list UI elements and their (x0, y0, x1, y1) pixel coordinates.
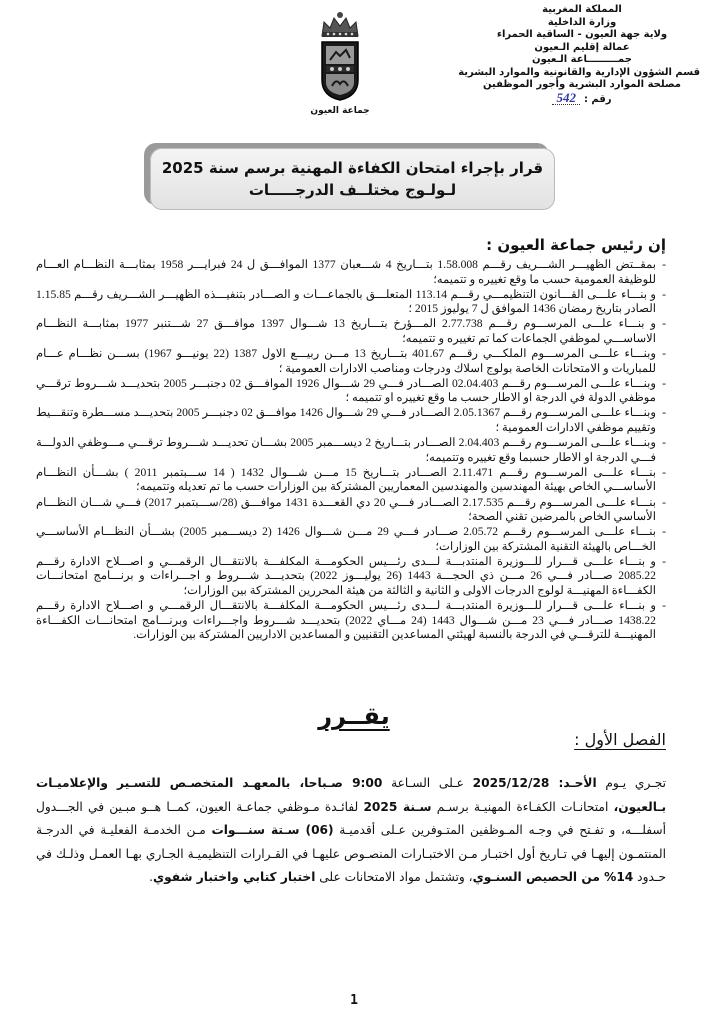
header-line-service: مصلحة الموارد البشرية وأجور الموظفين (482, 79, 681, 90)
consideration-item: - و بنـــاء علـــى قـــرار للـــوزيرة المنتدبـــة لـــدى رئـــيس الحكومـــة المكلفـــة بالانتقـــال الرقمـــي و اصـــلاح الادارة رقـــم 2085.22 صـــادر فـــي 26 مـــن ذي الحجـــة 1443 (26 يوليـــوز 2022) بتحديـــد شـــروط و اجـــراءات و برنـــامج امتحانـــات الكفـــاءة المهنيـــة لولوج الدرجات الاولى و الثانية و الثالثة من هيئة المحررين المشتركة بين الوزارات؛ (36, 555, 666, 599)
title-line-1: قرار بإجراء امتحان الكفاءة المهنية برسم سنة 2025 (161, 159, 544, 177)
header-line-wilaya: ولاية جهة العيون - الساقية الحمراء (496, 29, 668, 40)
decision-title-box (150, 148, 555, 210)
reference-number: 542 (552, 92, 580, 106)
consideration-item: - بنـــاء علـــى المرســـوم رقـــم 2.11.471 الصـــادر بتـــاريخ 15 مـــن شـــوال 1432 ( 14 ســـبتمبر 2011 ) بشـــأن النظـــام الأساســـي الخاص بهيئة المهندسين والمهندسين المعماريين المشتركة بين الوزارات حسب ما تم تعديله وتتميمه؛ (36, 466, 666, 495)
reference-line (464, 89, 700, 107)
consideration-item: - وبنـــاء علـــى المرســـوم رقـــم 2.04.403 الصـــادر بتـــاريخ 2 ديســـمبر 2005 بشـــان تحديـــد شـــروط ترقـــي مـــوظفي الدولـــة فـــي الدرجة او الاطار حسبما وقع تغييره وتتميمه؛ (36, 436, 666, 465)
consideration-item: - وبنـــاء علـــى المرســـوم رقـــم 02.04.403 الصـــادر فـــي 29 شـــوال 1926 الموافـــق 02 دجنبـــر 2005 بتحديـــد شـــروط ترقـــي موظفي الدولة في الدرجة او الاطار حسب ما وقع تغييره او تتميمه ؛ (36, 377, 666, 406)
chapter-one-title: الفصل الأول : (574, 730, 666, 749)
chapter-one-body (36, 772, 666, 890)
header-line-ministry: وزارة الداخلية (547, 16, 617, 28)
body-text: امتحانـات الكفـاءة المهنيـة برسـم (431, 799, 614, 814)
consideration-item: - و بنـــاء علـــى قـــرار للـــوزيرة المنتدبـــة لـــدى رئـــيس الحكومـــة المكلفـــة بالانتقـــال الرقمـــي و اصـــلاح الادارة رقـــم 1438.22 صـــادر فـــي 23 مـــن شـــوال 1443 (24 مـــاي 2022) بتحديـــد شـــروط واجـــراءات وبرنـــامج امتحانـــات الكفـــاءة المهنيـــة للترقـــي في الدرجة بالنسبة لهيئتي المساعدين التقنيين و المساعدين الاداريين المشتركة بين الوزارات. (36, 599, 666, 643)
header-line-commune: جمـــــــــاعة الـعيون (532, 54, 632, 65)
emphasized-text: 14% من الحصيص السنـوي (472, 870, 634, 885)
consideration-item: - وبنـــاء علـــى المرســـوم رقـــم 2.05.1367 الصـــادر فـــي 29 شـــوال 1426 موافـــق 02 دجنبـــر 2005 بتحديـــد مســـطرة وتنقـــيط وتقييم موظفي الادارات العمومية ؛ (36, 406, 666, 435)
consideration-item: - و بنـــاء علـــى المرســـوم رقـــم 2.77.738 المـــؤرخ بتـــاريخ 13 شـــوال 1397 موافـــق 27 شـــتنبر 1977 بمثابـــة النظـــام الاساســـي لموظفي الجماعات كما تم تغييره و تتميمه؛ (36, 317, 666, 346)
reference-label: رقم : (583, 93, 612, 105)
body-text: ، وتشتمل مواد الامتحانات على (315, 870, 473, 885)
shield-icon (320, 40, 360, 102)
consideration-item: - بنـــاء علـــى المرســـوم رقـــم 2.05.72 صـــادر فـــي 29 مـــن شـــوال 1426 (2 ديســـمبر 2005) بشـــأن النظـــام الأساســـي الخـــاص بالهيئة التقنية المشتركة بين الوزارات؛ (36, 525, 666, 554)
header-line-province: عمالة إقليم الـعيون (534, 41, 630, 53)
body-text: . (149, 870, 153, 885)
emphasized-text: الأحـد: 2025/12/28 (472, 776, 597, 790)
crown-icon (318, 10, 362, 38)
consideration-item: - بنـــاء علـــى المرســـوم رقـــم 2.17.535 الصـــادر فـــي 20 دي القعـــدة 1431 موافـــق (28/ســـبتمبر 2017) فـــي شـــان النظـــام الأساسي الخاص بالمرضين تقني الصحة؛ (36, 496, 666, 525)
emphasized-text: 9:00 صـباحا، بالمعهـد المتخصـص للتسـير والإعلاميـات بـالعيون، (36, 776, 667, 814)
administrative-header (458, 4, 700, 106)
president-heading: إن رئيس جماعة العيون : (486, 236, 666, 254)
consideration-item: - و بنـــاء علـــى القـــانون التنظيمـــي رقـــم 113.14 المتعلـــق بالجماعـــات و الصـــادر بتنفيـــذه الظهيـــر الشـــريف رقـــم 1.15.85 الصادر بتاريخ رمضان 1436 الموافق ل 7 يوليوز 2015 ؛ (36, 288, 666, 317)
chapter-one-paragraph (36, 772, 666, 890)
consideration-item: - وبنـــاء علـــى المرســـوم الملكـــي رقـــم 401.67 بتـــاريخ 13 مـــن ربيـــع الاول 1387 (22 يونيـــو 1967) بســـن نظـــام عـــام للمباريات و الامتحانات الخاصة بولوج اسلاك ودرجات ومناصب الادارات العمومية ؛ (36, 347, 666, 376)
page-number: 1 (350, 993, 358, 1008)
emblem-label: جماعة العيون (310, 106, 370, 116)
header-line-kingdom: المملكة المغربية (542, 4, 622, 15)
commune-emblem (290, 10, 390, 125)
body-text: مـن الخدمـة الفعليـة في الدرجـة المنتمـون إليهـا في تـاريخ أول اختبـار مـن الاختبـارات المنصـوص عليهـا في القـرارات التنظيميـة الجـاري بهـا العمـل وذلـك في حـدود (36, 823, 666, 885)
body-text: عـلى السـاعة (382, 776, 473, 790)
consideration-item: - بمقــتض الظهيـــر الشـــريف رقـــم 1.58.008 بتـــاريخ 4 شـــعبان 1377 الموافـــق ل 24 فبرايـــر 1958 بمثابـــة النظـــام العـــام للوظيفة العمومية حسب ما وقع تغييره و تتميمه؛ (36, 258, 666, 287)
emphasized-text: (06) سـتة سنـــوات (211, 823, 334, 838)
considerations-list (36, 258, 666, 643)
header-line-division: قسم الشؤون الإدارية والقانونية والموارد البشرية (458, 66, 700, 78)
title-line-2: لـولـوج مختلــف الدرجـــــات (248, 181, 457, 199)
emphasized-text: سـنة 2025 (363, 799, 432, 814)
body-text: تجـري يـوم (596, 776, 666, 790)
decides-heading: يقــرر (318, 702, 390, 730)
emphasized-text: اختبار كتابي واختبار شفوي (152, 870, 316, 885)
body-text: لفائـدة مـوظفي جماعـة العيون، كمــا هــو مبـين في الجـــدول أسفلـــه، و تفـتح في وجـه المـوظفين المتـوفرين عـلى أقدميـة (36, 799, 666, 838)
